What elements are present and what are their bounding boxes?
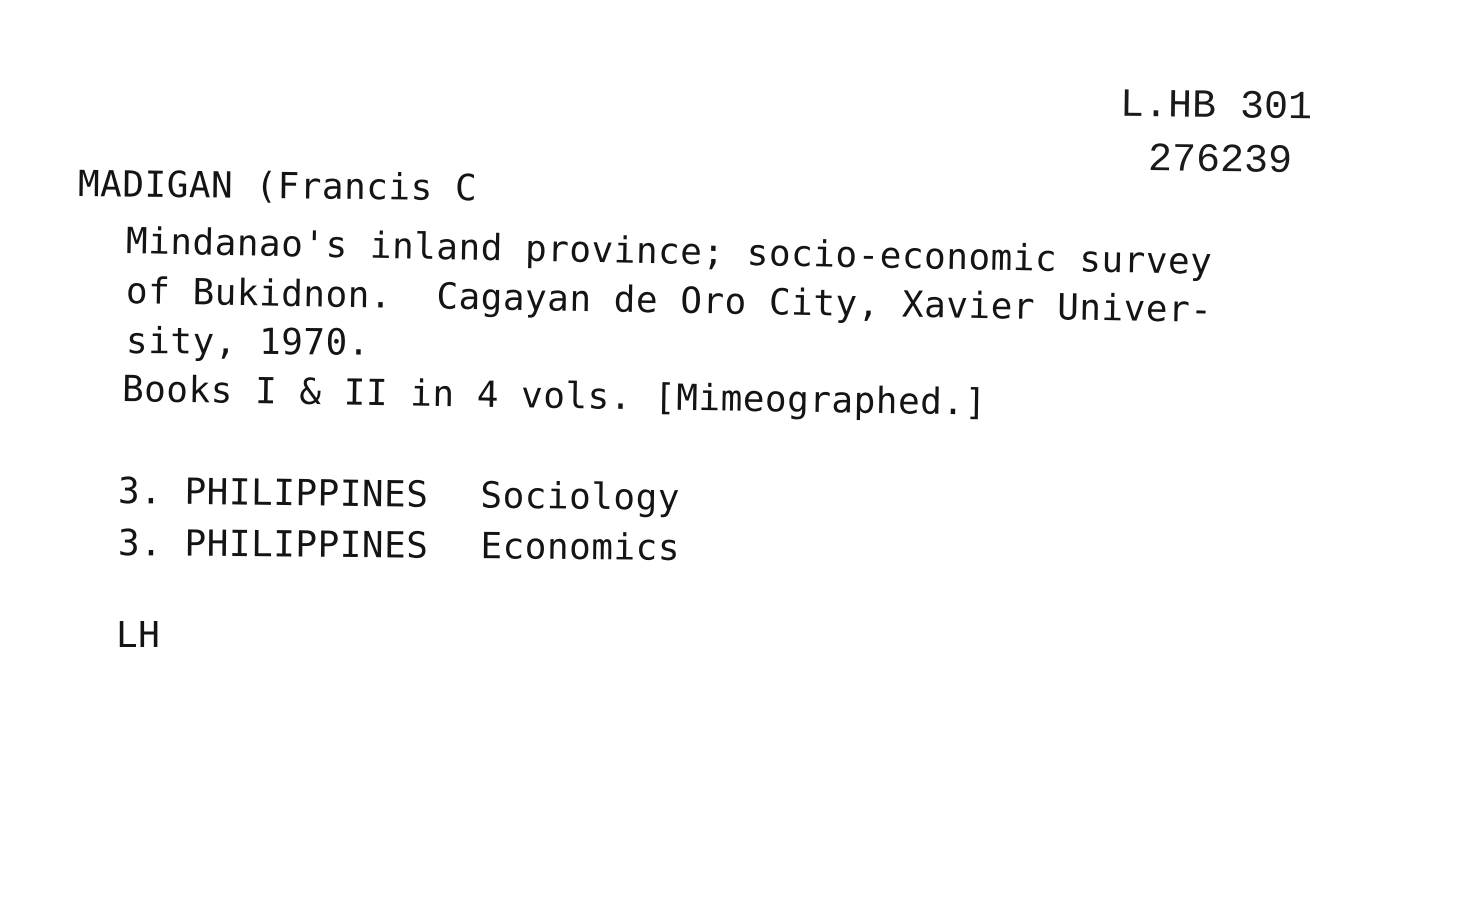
subject-entry [118,524,680,569]
subject-heading: 3. PHILIPPINES [117,523,429,567]
collation-note: Books I & II in 4 vols. [Mimeographed.] [121,369,988,424]
call-number-class: L.HB 301 [1119,83,1313,132]
title-line-2: of Bukidnon. Cagayan de Oro City, Xavier Univer- [125,271,1213,331]
cataloger-initials: LH [116,615,161,656]
title-line-1: Mindanao's inland province; socio-economic survey [125,221,1213,283]
subject-heading: 3. PHILIPPINES [117,471,429,516]
subject-term: Sociology [480,475,681,519]
subject-entry [118,472,680,519]
subject-term: Economics [480,526,681,569]
author-heading: MADIGAN (Francis C [77,164,478,210]
title-line-3: sity, 1970. [125,321,371,364]
call-number-accession: 276239 [1147,137,1293,186]
